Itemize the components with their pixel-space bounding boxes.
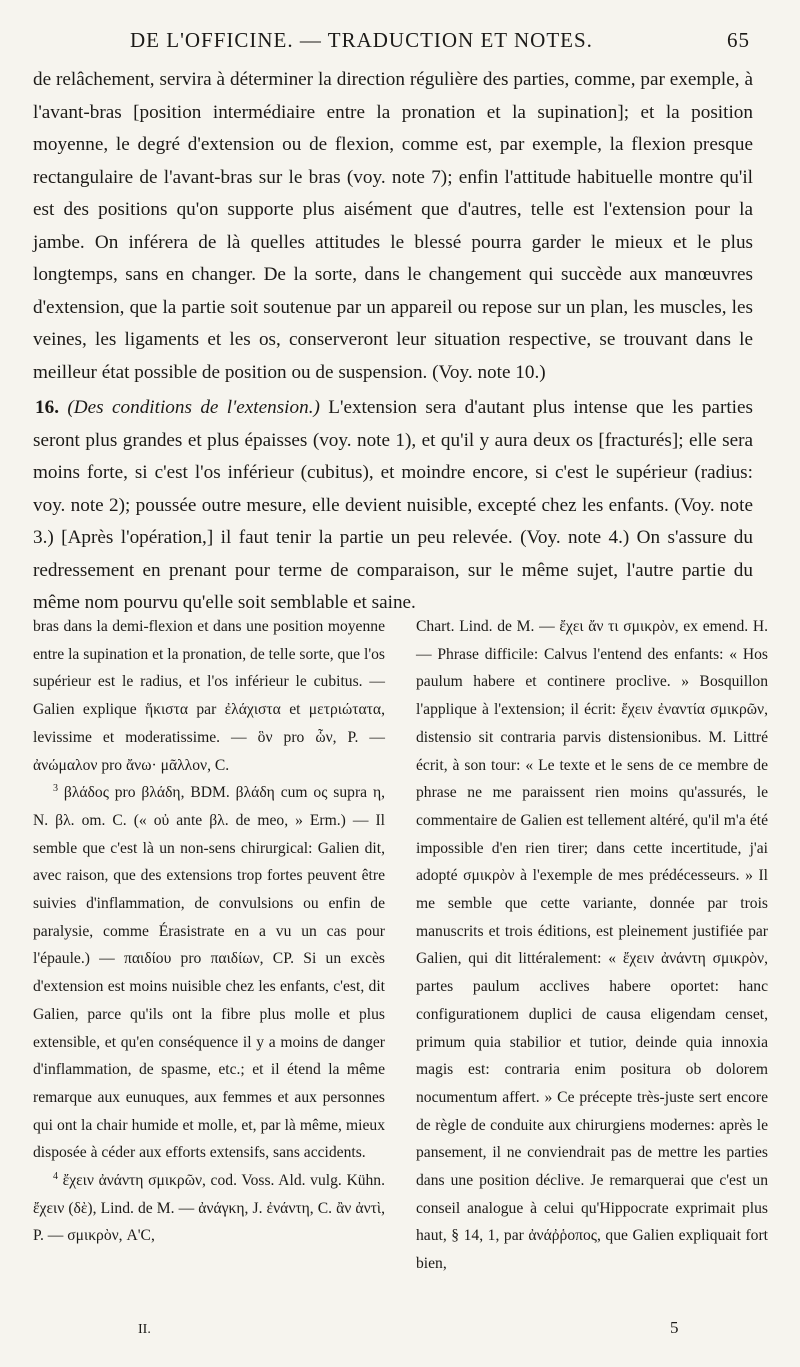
paragraph-number: 16. — [35, 397, 59, 418]
header-title: DE L'OFFICINE. — TRADUCTION ET NOTES. — [130, 28, 593, 52]
footnote-4-marker: 4 — [53, 1170, 58, 1182]
footnote-4-text: ἔχειν ἀνάντη σμικρῶν, cod. Voss. Ald. vulg. Kühn. ἔχειν (δὲ), Lind. de M. — ἀνάγκη, J. ἐνάντη, C. ἂν ἀντὶ, P. — σμικρὸν, A'C, — [33, 1172, 385, 1245]
sheet-number: 5 — [670, 1318, 679, 1337]
signature-mark: II. — [138, 1322, 151, 1337]
footnote-4 — [33, 1167, 385, 1250]
page-number: 65 — [727, 28, 750, 52]
footnote-4-continuation: Chart. Lind. de M. — ἔχει ἄν τι σμικρὸν, ex emend. H. — Phrase difficile: Calvus l'entend des enfants: « Hos paulum habere et continere proclive. » Bosquillon l'applique à l'extension; il écrit: ἔχειν ἐναντία σμικρῶν, distensio sit contraria parvis distensionibus. M. Littré écrit, à son tour: « Le texte et le sens de ce membre de phrase ne me paraissent rien moins qu'assurés, le commentaire de Galien est tellement altéré, qu'il m'a été impossible d'en rien tirer; dans cette incertitude, j'ai adopté σμικρὸν à l'exemple de mes prédécesseurs. » Il me semble que cette variante, donnée par trois manuscrits et trois éditions, est pleinement justifiée par Galien, qui dit littéralement: « ἔχειν ἀνάντη σμικρὸν, partes paulum acclives habere oportet: hanc configurationem duplici de causa eligendam censet, primum quia stabilior et tutior, deinde quia innoxia magis est: contraria enim positura ob dolorem nocumentum affert. » Ce précepte très-juste sert encore de règle de conduite aux chirurgiens modernes: après le pansement, il ne conviendrait pas de mettre les parties dans une position déclive. Je remarquerai que c'est un conseil analogue à celui qu'Hippocrate exprimait plus haut, § 14, 1, par ἀνάῤῥοπος, que Galien expliquait fort bien, — [416, 618, 768, 1273]
running-header — [130, 28, 750, 60]
footnote-continuation: bras dans la demi-flexion et dans une position moyenne entre la supination et la pronation, de telle sorte, que l'os supérieur est le radius, et l'os inférieur le cubitus. — Galien explique ἥκιστα par ἐλάχιστα et μετριώτατα, levissime et moderatissime. — ὃν pro ὧν, P. — ἀνώμαλον pro ἄνω· μᾶλλον, C. — [33, 618, 385, 774]
paragraph-body: L'extension sera d'autant plus intense que les parties seront plus grandes et plus épaisses (voy. note 1), et qu'il y aura deux os [fracturés]; elle sera moins forte, si c'est l'os inférieur (cubitus), et moindre encore, si c'est le supérieur (radius: voy. note 2); poussée outre mesure, elle devient nuisible, excepté chez les enfants. (Voy. note 3.) [Après l'opération,] il faut tenir la partie un peu relevée. (Voy. note 4.) On s'assure du redressement en prenant pour terme de comparaison, sur le même sujet, l'autre partie du même nom pourvu qu'elle soit semblable et saine. — [33, 397, 753, 613]
footnotes — [33, 613, 768, 1313]
footnote-3-text: βλάδος pro βλάδη, BDM. βλάδη cum ος supra η, N. βλ. om. C. (« οὐ ante βλ. de meo, » Erm.) — Il semble que c'est là un non-sens chirurgical: Galien dit, avec raison, que des extensions trop fortes peuvent être suivies d'inflammation, de convulsions ou enfin de paralysie, comme Érasistrate en a vu un cas pour l'épaule.) — παιδίου pro παιδίων, CP. Si un excès d'extension est moins nuisible chez les enfants, c'est, dit Galien, parce qu'ils ont la fibre plus molle et plus extensible, et qu'en conséquence il y a moins de danger d'inflammation, de spasme, etc.; et il étend la même remarque aux eunuques, aux femmes et aux personnes qui ont la chair humide et molle, et, par là même, mieux disposée à céder aux efforts extensifs, sans accidents. — [33, 784, 385, 1162]
paragraph-continuation: de relâchement, servira à déterminer la direction régulière des parties, comme, par exemple, à l'avant-bras [position intermédiaire entre la pronation et la supination]; et la position moyenne, le degré d'extension ou de flexion, comme est, par exemple, la flexion presque rectangulaire de l'avant-bras sur le bras (voy. note 7); enfin l'attitude habituelle montre qu'il est des positions qu'on supporte plus aisément que d'autres, telle est l'extension pour la jambe. On inférera de là quelles attitudes le blessé pourra garder le mieux et le plus longtemps, sans en changer. De la sorte, dans le changement qui succède aux manœuvres d'extension, que la partie soit soutenue par un appareil ou repose sur un plan, les muscles, les veines, les ligaments et les os, conserveront leur situation respective, se trouvant dans le meilleur état possible de position ou de suspension. (Voy. note 10.) — [33, 69, 753, 383]
paragraph-heading: (Des conditions de l'extension.) — [67, 397, 320, 418]
paragraph-16 — [33, 392, 753, 620]
footnote-3 — [33, 779, 385, 1167]
footnote-column-left — [33, 613, 385, 1250]
footnote-column-right — [416, 613, 768, 1278]
footnote-3-marker: 3 — [53, 783, 58, 795]
